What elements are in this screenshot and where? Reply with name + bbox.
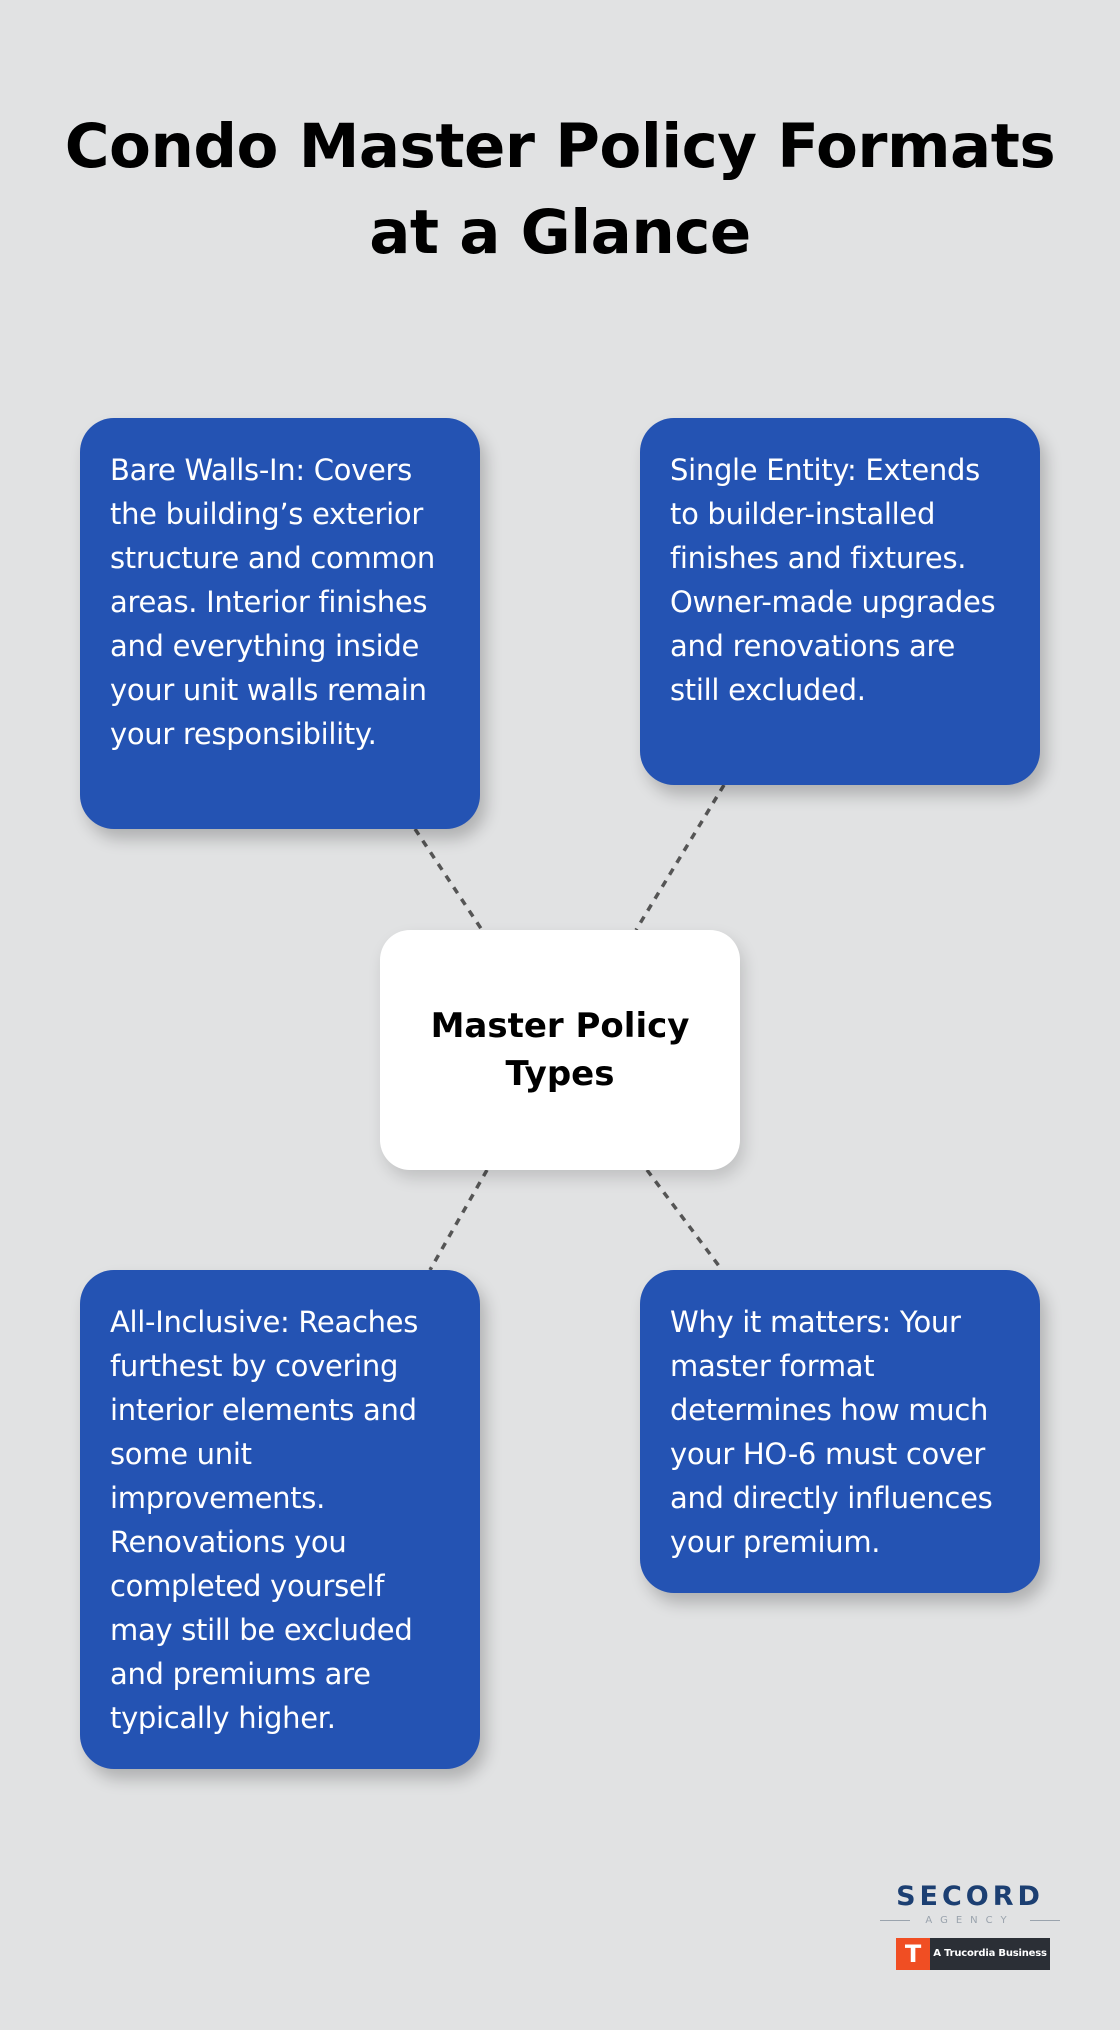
logo-wordmark: SECORD: [896, 1881, 1044, 1912]
card-single-entity: [640, 418, 1040, 785]
connector-top-left: [415, 829, 482, 930]
card-text: All-Inclusive: Reaches furthest by covering interior elements and some unit improvements. Renovations you completed yourself may still be excluded and premiums are typically higher.: [110, 1305, 419, 1735]
brand-logo: [880, 1880, 1070, 1980]
card-text: Why it matters: Your master format determines how much your HO-6 must cover and directly influences your premium.: [670, 1305, 993, 1559]
page-title: Condo Master Policy Formats at a Glance: [64, 111, 1056, 268]
trucordia-t-icon: T: [896, 1938, 930, 1970]
connector-bottom-left: [430, 1170, 487, 1270]
center-label: Master Policy Types: [430, 1006, 690, 1094]
connector-bottom-right: [647, 1170, 722, 1270]
card-why-it-matters: [640, 1270, 1040, 1593]
card-bare-walls-in: [80, 418, 480, 829]
logo-tagline: A Trucordia Business: [930, 1938, 1050, 1970]
connector-top-right: [636, 785, 724, 930]
card-all-inclusive: [80, 1270, 480, 1769]
center-node: [380, 930, 740, 1170]
logo-subtitle: AGENCY: [925, 1915, 1015, 1926]
card-text: Single Entity: Extends to builder-installed finishes and fixtures. Owner-made upgrades and renovations are still excluded.: [670, 453, 996, 707]
logo-rule-right: [1030, 1920, 1060, 1921]
card-text: Bare Walls-In: Covers the building’s exterior structure and common areas. Interior finishes and everything inside your unit walls remain your responsibility.: [110, 453, 435, 751]
